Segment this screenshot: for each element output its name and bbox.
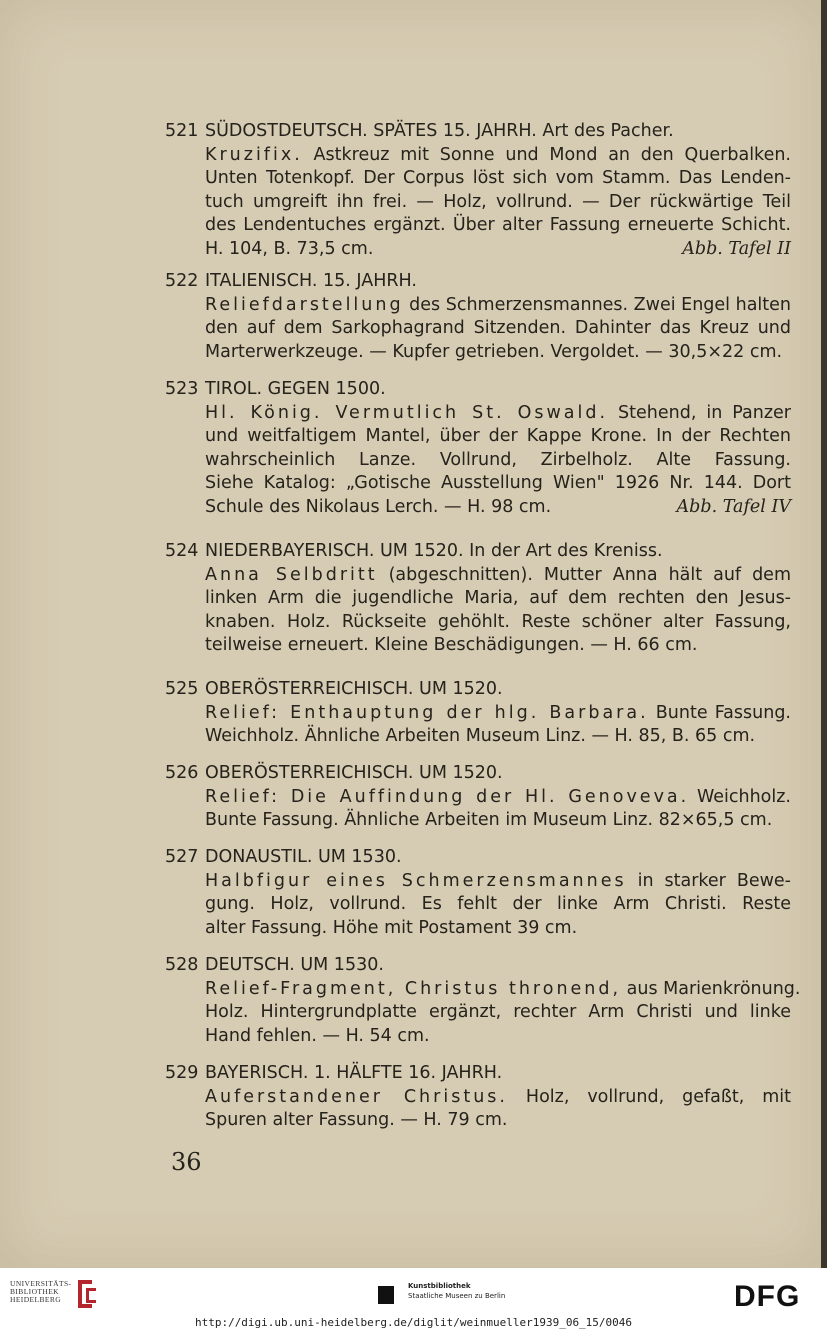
entry-header: DEUTSCH. UM 1530. xyxy=(205,955,384,975)
entry-text xyxy=(205,402,791,426)
entry-text xyxy=(205,893,791,917)
description-text: H. 104, B. 73,5 cm. xyxy=(205,238,374,259)
university-logo-line: BIBLIOTHEK xyxy=(10,1287,59,1296)
entry-number: 522 xyxy=(165,271,199,291)
object-title: Auferstandener Christus. xyxy=(205,1086,508,1107)
entry-header: OBERÖSTERREICHISCH. UM 1520. xyxy=(205,763,503,783)
entry-number: 523 xyxy=(165,379,199,399)
description-text: des Lendentuches ergänzt. Über alter Fassung erneuerte Schicht. xyxy=(205,215,791,235)
description-text: (abgeschnitten). Mutter Anna hält auf dem xyxy=(377,564,791,585)
dfg-logo[interactable]: DFG xyxy=(734,1280,801,1313)
entry-text-line xyxy=(165,1109,791,1133)
footer xyxy=(0,1268,827,1329)
description-text: Unten Totenkopf. Der Corpus löst sich vom Stamm. Das Lenden- xyxy=(205,168,791,188)
description-text: Schule des Nikolaus Lerch. — H. 98 cm. xyxy=(205,496,552,517)
entry-text xyxy=(205,702,791,726)
entry-text-line xyxy=(165,1001,791,1025)
page-edge xyxy=(821,0,827,1268)
description-text: Holz, vollrund, gefaßt, mit xyxy=(507,1086,791,1107)
description-text: aus Marienkrönung. xyxy=(621,978,801,999)
catalog-entry xyxy=(165,1062,791,1133)
entry-number: 526 xyxy=(165,763,199,783)
entry-text xyxy=(205,786,791,810)
entry-text-line xyxy=(165,725,791,749)
entry-text xyxy=(205,214,791,238)
object-title: Relief: Enthauptung der hlg. Barbara. xyxy=(205,702,649,723)
university-library-logo[interactable] xyxy=(10,1280,71,1304)
entry-text-line xyxy=(165,809,791,833)
object-title: Halbfigur eines Schmerzensmannes xyxy=(205,870,627,891)
entry-text-line xyxy=(165,341,791,365)
entry-text xyxy=(205,564,791,588)
university-logo-line: UNIVERSITÄTS- xyxy=(10,1279,72,1288)
description-text: Holz. Hintergrundplatte ergänzt, rechter Arm Christi und linke xyxy=(205,1002,791,1022)
page-number: 36 xyxy=(171,1148,202,1176)
object-title: Reliefdarstellung xyxy=(205,294,404,315)
entry-text xyxy=(205,317,791,341)
entry-text-line xyxy=(165,144,791,168)
plate-reference: Abb. Tafel II xyxy=(682,238,791,259)
entry-header-line xyxy=(165,954,791,978)
entry-text-line xyxy=(165,496,791,520)
description-text: des Schmerzensmannes. Zwei Engel halten xyxy=(403,294,792,315)
entry-header-line xyxy=(165,846,791,870)
entry-number: 528 xyxy=(165,955,199,975)
catalog-entry xyxy=(165,270,791,364)
page-url[interactable]: http://digi.ub.uni-heidelberg.de/diglit/weinmueller1939_06_15/0046 xyxy=(194,1316,633,1329)
description-text: Spuren alter Fassung. — H. 79 cm. xyxy=(205,1110,508,1130)
object-title: Hl. König. Vermutlich St. Oswald. xyxy=(205,402,609,423)
entry-text xyxy=(205,1086,791,1110)
description-text: Hand fehlen. — H. 54 cm. xyxy=(205,1025,430,1046)
object-title: Anna Selbdritt xyxy=(205,564,378,585)
entry-header: BAYERISCH. 1. HÄLFTE 16. JAHRH. xyxy=(205,1063,503,1083)
entry-text xyxy=(205,191,791,215)
catalog-entry xyxy=(165,540,791,658)
entry-text xyxy=(205,870,791,894)
description-text: Stehend, in Panzer xyxy=(608,402,792,423)
entry-header-line xyxy=(165,270,791,294)
entry-text xyxy=(205,1001,791,1025)
entry-text-line xyxy=(165,587,791,611)
entry-number: 521 xyxy=(165,121,199,141)
entry-text-line xyxy=(165,449,791,473)
catalog-entry xyxy=(165,678,791,749)
entry-text-line xyxy=(165,1025,791,1049)
entry-header-line xyxy=(165,762,791,786)
entry-number: 527 xyxy=(165,847,199,867)
kunstbibliothek-mark-icon xyxy=(378,1286,394,1304)
entry-text-line xyxy=(165,425,791,449)
description-text: tuch umgreift ihn frei. — Holz, vollrund. — Der rückwärtige Teil xyxy=(205,191,791,212)
catalog-entry xyxy=(165,954,801,1048)
entry-text xyxy=(205,496,791,520)
entry-text xyxy=(205,587,791,611)
description-text: in starker Bewe- xyxy=(626,870,791,891)
entry-text-line xyxy=(165,402,791,426)
object-title: Relief-Fragment, Christus thronend, xyxy=(205,978,622,999)
entry-header: SÜDOSTDEUTSCH. SPÄTES 15. JAHRH. Art des Pacher. xyxy=(205,121,674,141)
entry-header: NIEDERBAYERISCH. UM 1520. In der Art des Kreniss. xyxy=(205,541,663,561)
plate-reference: Abb. Tafel IV xyxy=(676,496,791,517)
description-text: linken Arm die jugendliche Maria, auf dem rechten den Jesus- xyxy=(205,588,791,608)
entry-number: 525 xyxy=(165,679,199,699)
entry-number: 524 xyxy=(165,541,199,561)
entry-text xyxy=(205,1109,791,1133)
entry-text-line xyxy=(165,1086,791,1110)
description-text: Weichholz. xyxy=(689,786,791,807)
entry-text xyxy=(205,294,791,318)
entry-header-line xyxy=(165,540,791,564)
entry-text xyxy=(205,1025,791,1049)
entry-text-line xyxy=(165,611,791,635)
description-text: und weitfaltigem Mantel, über der Kappe Krone. In der Rechten xyxy=(205,426,791,446)
description-text: den auf dem Sarkophagrand Sitzenden. Dahinter das Kreuz und xyxy=(205,318,791,338)
object-title: Kruzifix. xyxy=(205,144,303,165)
description-text: gung. Holz, vollrund. Es fehlt der linke Arm Christi. Reste xyxy=(205,894,791,914)
entry-number: 529 xyxy=(165,1063,199,1083)
catalog-entry xyxy=(165,846,791,940)
entry-text-line xyxy=(165,564,791,588)
entry-text-line xyxy=(165,238,791,262)
description-text: knaben. Holz. Rückseite gehöhlt. Reste schöner alter Fassung, xyxy=(205,611,791,632)
entry-header: OBERÖSTERREICHISCH. UM 1520. xyxy=(205,679,503,699)
university-emblem-icon xyxy=(74,1278,98,1310)
entry-text-line xyxy=(165,191,791,215)
entry-header: ITALIENISCH. 15. JAHRH. xyxy=(205,271,417,291)
entry-text-line xyxy=(165,870,791,894)
entry-text xyxy=(205,634,791,658)
entry-text-line xyxy=(165,167,791,191)
entry-text-line xyxy=(165,702,791,726)
catalog-entry xyxy=(165,378,791,519)
description-text: Weichholz. Ähnliche Arbeiten Museum Linz. — H. 85, B. 65 cm. xyxy=(205,726,756,746)
entry-header-line xyxy=(165,678,791,702)
entry-text-line xyxy=(165,786,791,810)
entry-text xyxy=(205,917,791,941)
entry-header-line xyxy=(165,378,791,402)
entry-text-line xyxy=(165,294,791,318)
object-title: Relief: Die Auffindung der Hl. Genoveva. xyxy=(205,786,690,807)
entry-text xyxy=(205,611,791,635)
catalog-entry xyxy=(165,120,791,261)
entry-text xyxy=(205,725,791,749)
description-text: alter Fassung. Höhe mit Postament 39 cm. xyxy=(205,917,578,938)
kunstbibliothek-title: Kunstbibliothek xyxy=(408,1282,471,1290)
description-text: Bunte Fassung. xyxy=(648,702,791,723)
entry-text xyxy=(205,978,801,1002)
entry-header-line xyxy=(165,120,791,144)
entry-text-line xyxy=(165,472,791,496)
entry-text-line xyxy=(165,317,791,341)
entry-text-line xyxy=(165,634,791,658)
description-text: Astkreuz mit Sonne und Mond an den Querbalken. xyxy=(302,144,791,165)
entry-text-line xyxy=(165,917,791,941)
entry-text xyxy=(205,425,791,449)
entry-text-line xyxy=(165,893,791,917)
entry-text xyxy=(205,238,791,262)
entry-header-line xyxy=(165,1062,791,1086)
entry-text xyxy=(205,809,791,833)
entry-text xyxy=(205,167,791,191)
description-text: Siehe Katalog: „Gotische Ausstellung Wien" 1926 Nr. 144. Dort xyxy=(205,473,791,493)
university-logo-line: HEIDELBERG xyxy=(10,1295,62,1304)
catalog-entry xyxy=(165,762,791,833)
description-text: wahrscheinlich Lanze. Vollrund, Zirbelholz. Alte Fassung. xyxy=(205,449,791,470)
description-text: Marterwerkzeuge. — Kupfer getrieben. Vergoldet. — 30,5×22 cm. xyxy=(205,341,783,362)
entry-text xyxy=(205,449,791,473)
entry-text-line xyxy=(165,214,791,238)
description-text: teilweise erneuert. Kleine Beschädigungen. — H. 66 cm. xyxy=(205,635,698,655)
entry-text xyxy=(205,472,791,496)
entry-header: DONAUSTIL. UM 1530. xyxy=(205,847,402,867)
entry-text xyxy=(205,341,791,365)
kunstbibliothek-subtitle: Staatliche Museen zu Berlin xyxy=(408,1292,506,1300)
entry-header: TIROL. GEGEN 1500. xyxy=(205,379,386,399)
description-text: Bunte Fassung. Ähnliche Arbeiten im Museum Linz. 82×65,5 cm. xyxy=(205,810,773,830)
entry-text-line xyxy=(165,978,801,1002)
entry-text xyxy=(205,144,791,168)
